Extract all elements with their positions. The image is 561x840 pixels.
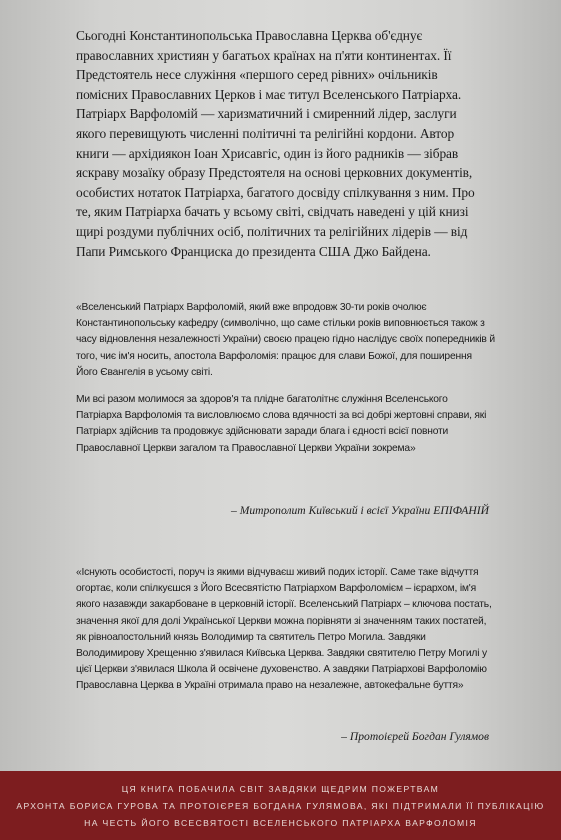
quote-epifaniy-paragraph-2: Ми всі разом молимося за здоров'я та плідне багатолітнє служіння Вселенського Патріарха Варфоломія та висловлюємо слова вдячності за всі добрі жертовні справи, які Патріарх здійснив та продовжує здійснювати заради блага і єдності всієї повноти Православної Церкви загалом та Православної Церкви України зокрема»: [76, 394, 487, 454]
quote-epifaniy: [76, 300, 496, 468]
intro-paragraph: Сьогодні Константинопольська Православна Церква об'єднує православних християн у багатьох країнах на п'яти континентах. Її Предстоятель несе служіння «першого серед рівних» очільників помісних Православних Церков і має титул Вселенського Патріарха. Патріарх Варфоломій — харизматичний і смиренний лідер, заслуги якого перевищують численні політичні та релігійні кордони. Автор книги — архідиякон Іоан Хрисавгіс, один із його радників — зібрав яскраву мозаїку образу Предстоятеля на основі церковних документів, особистих нотаток Патріарха, багатого досвіду спілкування з ним. Про те, яким Патріарха бачать у всьому світі, свідчать наведені у цій книзі щирі роздуми публічних осіб, політичних та релігійних лідерів — від Папи Римського Франциска до президента США Джо Байдена.: [76, 28, 475, 259]
quote-hulyamov: [76, 565, 496, 706]
quote-hulyamov-paragraph-1: «Існують особистості, поруч із якими відчуваєш живий подих історії. Саме таке відчуття огортає, коли спілкуєшся з Його Всесвятістю Патріархом Варфоломієм – ієрархом, ім'я якого назавжди закарбоване в церковній історії. Вселенський Патріарх – ключова постать, значення якої для долі Української Церкви можна порівняти зі значенням таких постатей, як рівноапостольний князь Володимир та святитель Петро Могила. Завдяки Володимирову Хрещенню з'явилася Київська Церква. Завдяки святителю Петру Могилі у цієї Церкви з'явилася Школа й освічене духовенство. А завдяки Патріархові Варфоломію Православна Церква в Україні отримала право на незалежне, автокефальне буття»: [76, 567, 492, 692]
banner-line-1: ЦЯ КНИГА ПОБАЧИЛА СВІТ ЗАВДЯКИ ЩЕДРИМ ПОЖЕРТВАМ: [121, 784, 440, 794]
attribution-epifaniy: – Митрополит Київський і всієї України ЕПІФАНІЙ: [231, 504, 489, 517]
quote-epifaniy-paragraph-1: «Вселенський Патріарх Варфоломій, який вже впродовж 30-ти років очолює Константинопольську кафедру (символічно, що саме стільки років виповнюється також з часу відновлення незалежності України) своєю працею гідно наслідує своїх попередників й того, чиє ім'я носить, апостола Варфоломія: працює для слави Божої, для поширення Його Євангелія в усьому світі.: [76, 302, 495, 378]
banner-line-3: НА ЧЕСТЬ ЙОГО ВСЕСВЯТОСТІ ВСЕЛЕНСЬКОГО ПАТРІАРХА ВАРФОЛОМІЯ: [84, 818, 477, 828]
attribution-hulyamov: – Протоієрей Богдан Гулямов: [341, 730, 489, 743]
banner-line-2: АРХОНТА БОРИСА ГУРОВА ТА ПРОТОІЄРЕЯ БОГДАНА ГУЛЯМОВА, ЯКІ ПІДТРИМАЛИ ЇЇ ПУБЛІКАЦІЮ: [16, 801, 545, 811]
sponsor-banner: [0, 771, 561, 840]
